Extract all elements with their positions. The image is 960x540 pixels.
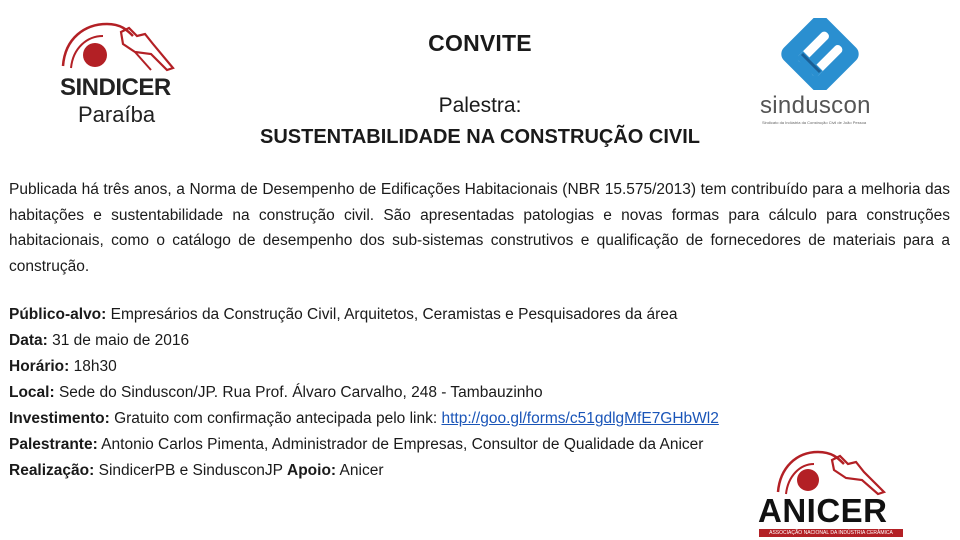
sinduscon-logo-subtitle: Sindicato da Indústria da Construção Civil de João Pessoa — [762, 120, 867, 125]
anicer-logo-name: ANICER — [758, 492, 888, 529]
anicer-emblem-icon — [752, 446, 912, 496]
detail-audience — [9, 302, 954, 328]
sindicer-logo-subtitle: Paraíba — [78, 102, 156, 127]
sinduscon-logo-name: sinduscon — [760, 92, 871, 119]
detail-date — [9, 328, 954, 354]
time-label: Horário: — [9, 358, 70, 375]
detail-location — [9, 380, 954, 406]
support-value: Anicer — [336, 462, 384, 479]
lecture-label: Palestra: — [438, 94, 522, 117]
date-value: 31 de maio de 2016 — [47, 332, 190, 349]
investment-value: Gratuito com confirmação antecipada pelo link: — [109, 410, 442, 427]
location-label: Local: — [9, 384, 55, 401]
audience-value: Empresários da Construção Civil, Arquitetos, Ceramistas e Pesquisadores da área — [106, 306, 678, 323]
anicer-logo — [752, 446, 912, 540]
investment-label: Investimento: — [9, 410, 110, 427]
time-value: 18h30 — [69, 358, 117, 375]
location-value: Sede do Sinduscon/JP. Rua Prof. Álvaro Carvalho, 248 - Tambauzinho — [54, 384, 543, 401]
support-label: Apoio: — [287, 462, 337, 479]
invitation-heading: CONVITE — [428, 30, 532, 56]
organizers-label: Realização: — [9, 462, 95, 479]
anicer-logo-subtitle: ASSOCIAÇÃO NACIONAL DA INDÚSTRIA CERÂMICA — [759, 529, 903, 537]
lecture-description: Publicada há três anos, a Norma de Desempenho de Edificações Habitacionais (NBR 15.575/2013) tem contribuído para a melhoria das habitações e sustentabilidade na construção civil. São apresentadas patologias e novas formas para cálculo para construções habitacionais, como o catálogo de desempenho dos sub-sistemas construtivos e qualificação de fornecedores de materiais para a construção. — [9, 181, 950, 275]
detail-investment — [9, 406, 954, 432]
detail-time — [9, 354, 954, 380]
organizers-value: SindicerPB e SindusconJP — [94, 462, 288, 479]
detail-speaker — [9, 432, 709, 458]
sindicer-logo-name: SINDICER — [60, 74, 171, 101]
speaker-value: Antonio Carlos Pimenta, Administrador de Empresas, Consultor de Qualidade da Anicer — [97, 436, 704, 453]
lecture-title: SUSTENTABILIDADE NA CONSTRUÇÃO CIVIL — [260, 126, 700, 148]
speaker-label: Palestrante: — [9, 436, 98, 453]
audience-label: Público-alvo: — [9, 306, 107, 323]
date-label: Data: — [9, 332, 48, 349]
registration-link[interactable]: http://goo.gl/forms/c51gdlgMfE7GHbWl2 — [441, 410, 719, 427]
